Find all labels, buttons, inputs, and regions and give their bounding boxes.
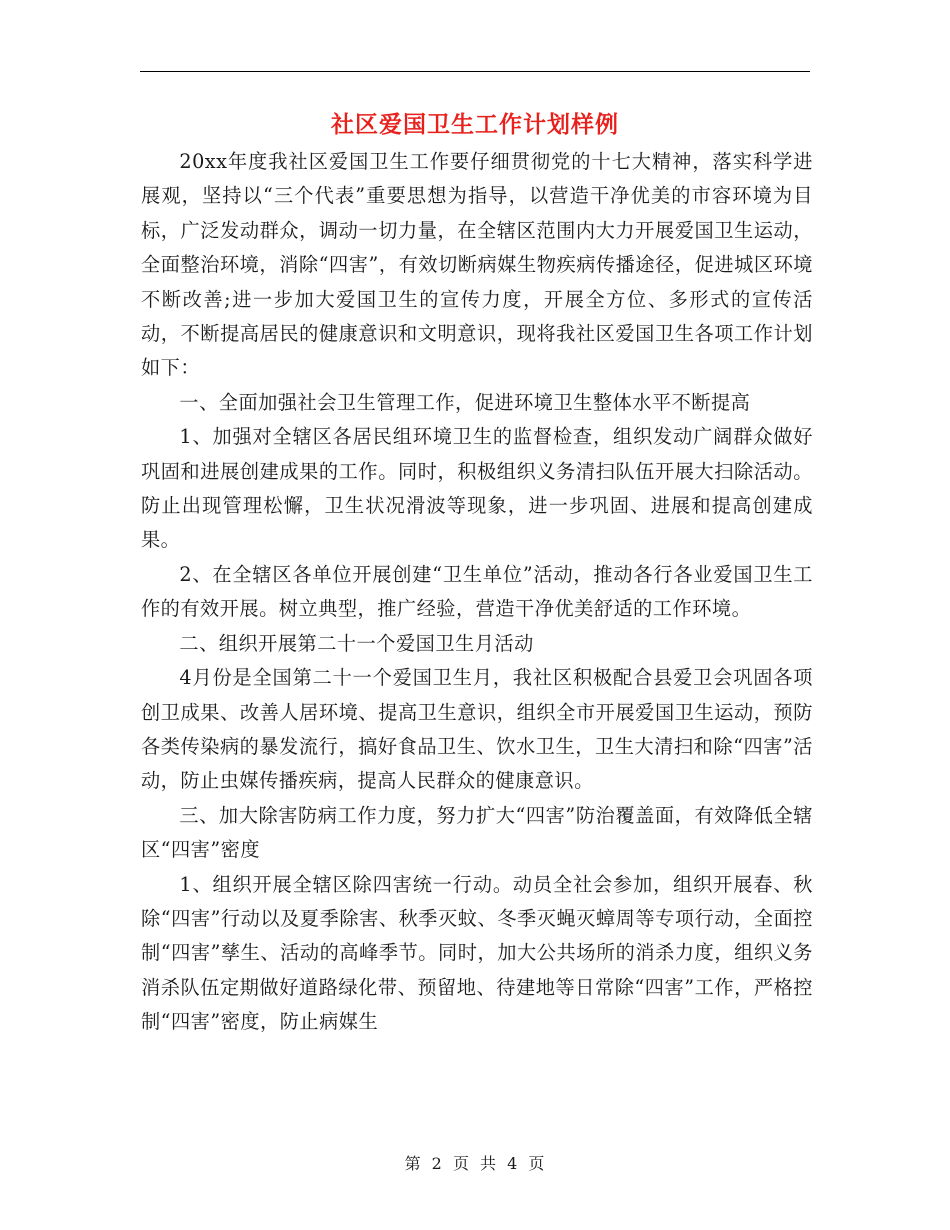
section-heading-3: 三、加大除害防病工作力度，努力扩大“四害”防治覆盖面，有效降低全辖区“四害”密度 [141, 803, 813, 862]
document-body [141, 145, 813, 1040]
section-heading-2: 二、组织开展第二十一个爱国卫生月活动 [179, 631, 534, 655]
header-rule [140, 71, 810, 72]
document-title: 社区爱国卫生工作计划样例 [331, 112, 619, 138]
section-1-item-1: 1、加强对全辖区各居民组环境卫生的监督检查，组织发动广阔群众做好巩固和进展创建成果的工作。同时，积极组织义务清扫队伍开展大扫除活动。防止出现管理松懈，卫生状况滑波等现象，进一步巩固、进展和提高创建成果。 [141, 425, 813, 552]
section-heading-1: 一、全面加强社会卫生管理工作，促进环境卫生整体水平不断提高 [179, 390, 751, 414]
section-3-item-1: 1、组织开展全辖区除四害统一行动。动员全社会参加，组织开展春、秋除“四害”行动以及夏季除害、秋季灭蚊、冬季灭蝇灭蟑周等专项行动，全面控制“四害”孳生、活动的高峰季节。同时，加大公共场所的消杀力度，组织义务消杀队伍定期做好道路绿化带、预留地、待建地等日常除“四害”工作，严格控制“四害”密度，防止病媒生 [141, 872, 813, 1034]
intro-paragraph: 20xx年度我社区爱国卫生工作要仔细贯彻党的十七大精神，落实科学进展观，坚持以“三个代表”重要思想为指导，以营造干净优美的市容环境为目标，广泛发动群众，调动一切力量，在全辖区范围内大力开展爱国卫生运动，全面整治环境，消除“四害”，有效切断病媒生物疾病传播途径，促进城区环境不断改善;进一步加大爱国卫生的宣传力度，开展全方位、多形式的宣传活动，不断提高居民的健康意识和文明意识，现将我社区爱国卫生各项工作计划如下： [141, 150, 813, 380]
section-1-item-2: 2、在全辖区各单位开展创建“卫生单位”活动，推动各行各业爱国卫生工作的有效开展。树立典型，推广经验，营造干净优美舒适的工作环境。 [141, 562, 813, 621]
section-2-paragraph: 4月份是全国第二十一个爱国卫生月，我社区积极配合县爱卫会巩固各项创卫成果、改善人居环境、提高卫生意识，组织全市开展爱国卫生运动，预防各类传染病的暴发流行，搞好食品卫生、饮水卫生，卫生大清扫和除“四害”活动，防止虫媒传播疾病，提高人民群众的健康意识。 [141, 666, 813, 793]
page-number-footer: 第 2 页 共 4 页 [404, 1154, 546, 1173]
